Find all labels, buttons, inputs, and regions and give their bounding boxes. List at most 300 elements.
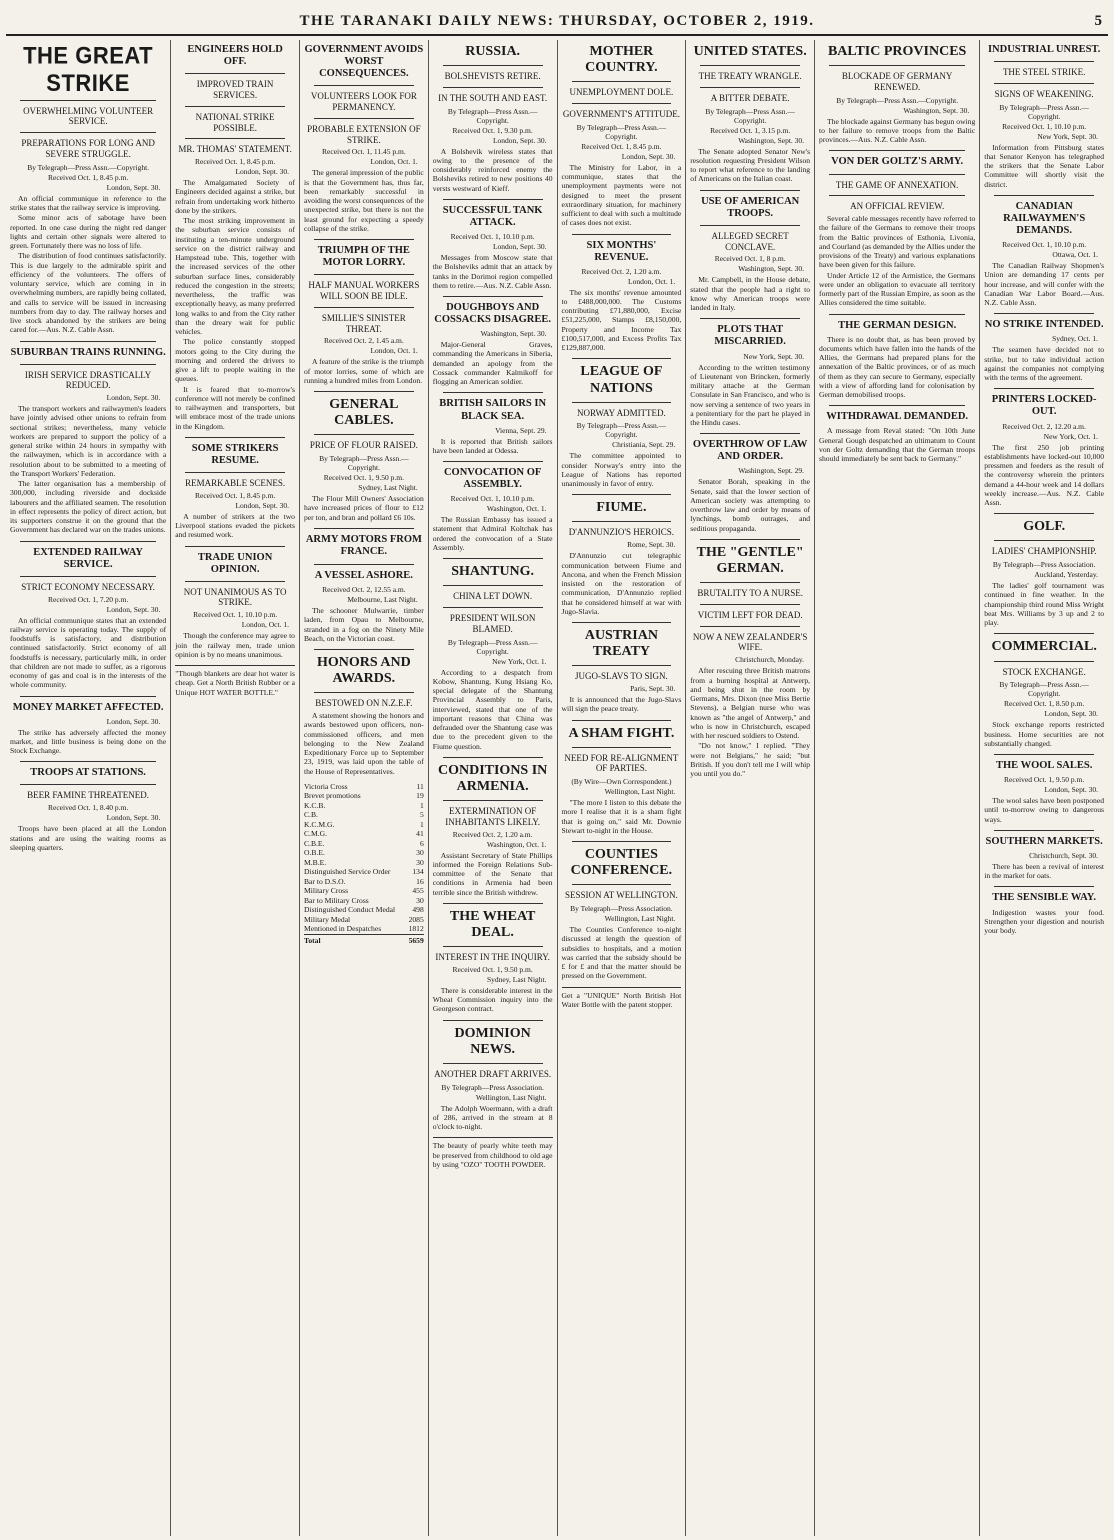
dateline: London, Sept. 30. [621, 151, 676, 161]
received-time: Received Oct. 2, 12.55 a.m. [322, 585, 406, 595]
wire-credit: By Telegraph—Press Assn.—Copyright. [705, 106, 795, 125]
dateline: Christchurch, Monday. [735, 655, 805, 665]
column-2 [171, 40, 300, 1536]
article-headline: SOUTHERN MARKETS. [985, 835, 1103, 847]
article-headline: DOMINION NEWS. [454, 1025, 531, 1057]
wire-credit: By Telegraph—Press Assn.—Copyright. [576, 421, 667, 440]
wire-credit: By Telegraph—Press Assn.—Copyright. [836, 95, 959, 105]
honour-name: Bar to Military Cross [303, 895, 369, 905]
honours-row [304, 886, 424, 895]
subhead-divider [185, 472, 285, 473]
article-paragraph: Senator Borah, speaking in the Senate, said that the lower section of American society was attempting to overthrow law and order by means of lynchings, bomb outrages, and seditious propaganda. [690, 477, 811, 533]
dateline: Sydney, Last Night. [358, 483, 418, 493]
received-time: Received Oct. 1, 11.45 p.m. [322, 147, 406, 157]
honour-count: 1 [419, 800, 424, 810]
honours-row [304, 915, 424, 924]
article-subheadline: A BITTER DEBATE. [710, 92, 790, 103]
subhead-divider [572, 103, 672, 104]
dateline: Wellington, Last Night. [604, 787, 676, 797]
honours-row [304, 829, 424, 838]
honours-row [304, 867, 424, 876]
article-headline: TRIUMPH OF THE MOTOR LORRY. [317, 245, 410, 269]
article-subheadline: BOLSHEVISTS RETIRE. [444, 71, 541, 82]
dateline: Sydney, Oct. 1. [1052, 334, 1099, 344]
wire-credit: By Telegraph—Press Assn.—Copyright. [576, 122, 667, 141]
honour-count: 498 [412, 905, 424, 915]
article-headline: GOVERNMENT AVOIDS WORST CONSEQUENCES. [304, 44, 424, 80]
received-time: Received Oct. 1, 8.45 p.m. [195, 490, 276, 500]
received-time: Received Oct. 2, 1.20 a.m. [581, 266, 662, 276]
article-subheadline: PRESIDENT WILSON BLAMED. [449, 613, 536, 634]
article [984, 633, 1104, 748]
article-headline: BALTIC PROVINCES [827, 44, 967, 59]
subhead-divider [994, 83, 1094, 84]
article-paragraph: After rescuing three British matrons from a burning hospital at Antwerp, and being shut in the room by Germans, Mrs. Dixon (nee Miss Bertie Stevens), a Belgian nurse who was known as "the angel of Antwerp," and who is now in Christchurch, escaped with her rescued soldiers to Ostend. [690, 666, 811, 741]
article-paragraph: A feature of the strike is the triumph of motor lorries, some of which are running a hundred miles from London. [303, 357, 424, 385]
subhead-divider [572, 747, 672, 748]
article-divider [443, 199, 543, 200]
honour-count: 455 [412, 886, 424, 896]
article-paragraph: There has been a revival of interest in the market for oats. [984, 861, 1105, 881]
article-headline: THE WOOL SALES. [995, 760, 1093, 772]
article [10, 341, 166, 535]
article [562, 720, 682, 836]
subhead-divider [443, 65, 543, 66]
honours-row [304, 782, 424, 791]
article-headline: A VESSEL ASHORE. [314, 570, 413, 582]
article [562, 44, 682, 228]
article-paragraph: It is reported that British sailors have been landed at Odessa. [432, 436, 553, 455]
received-time: Received Oct. 1, 8 p.m. [714, 254, 786, 264]
article [984, 388, 1104, 507]
dateline: Melbourne, Last Night. [347, 595, 418, 605]
article-divider [572, 841, 672, 842]
article-subheadline: PRICE OF FLOUR RAISED. [309, 440, 418, 451]
article-subheadline: EXTERMINATION OF INHABITANTS LIKELY. [445, 806, 540, 827]
article-headline: SUCCESSFUL TANK ATTACK. [442, 204, 543, 228]
article-paragraph: The Senate adopted Senator New's resolution requesting President Wilson to report what reference to the landing of Americans on the Italian coast. [690, 146, 811, 184]
dateline: Wellington, Last Night. [475, 1092, 547, 1102]
wire-credit: By Telegraph—Press Assn.—Copyright. [27, 162, 150, 172]
honour-name: Bar to D.S.O. [303, 876, 346, 886]
received-time: Received Oct. 1, 10.10 p.m. [450, 232, 535, 242]
article [433, 44, 553, 193]
dateline: London, Sept. 30. [106, 393, 161, 403]
article-subheadline: NOW A NEW ZEALANDER'S WIFE. [692, 631, 808, 653]
advertisement: "Though blankets are dear hot water is cheap. Get a North British Rubber or a Unique HOT WATER BOTTLE." [175, 665, 295, 697]
dateline: Wellington, Last Night. [604, 914, 676, 924]
article-paragraph: The ladies' golf tournament was continued in fine weather. In the championship third round Miss Wright beat Mrs. Williams by 3 up and 2 to play. [984, 581, 1105, 628]
subhead-divider [829, 195, 965, 196]
article-headline: ENGINEERS HOLD OFF. [187, 44, 283, 68]
article-paragraph: Mr. Campbell, in the House debate, stated that the people had a right to know why American troops were landed in Italy. [690, 275, 811, 313]
article-subheadline: IN THE SOUTH AND EAST. [438, 92, 548, 103]
article [175, 546, 295, 659]
dateline: London, Sept. 30. [492, 135, 547, 145]
dateline: London, Sept. 30. [492, 242, 547, 252]
dateline: Washington, Oct. 1. [486, 504, 547, 514]
article-paragraph: The Ministry for Labor, in a communique, states that the unemployment payments were not designed to meet the present extraordinary situation, for machinery sufficient to deal with such a multitude of cases does not exist. [561, 162, 682, 228]
column-4 [429, 40, 558, 1536]
article-subheadline: JUGO-SLAVS TO SIGN. [575, 671, 668, 682]
article-headline: HONORS AND AWARDS. [317, 655, 411, 687]
honour-count: 1812 [408, 924, 424, 934]
article-headline: CONDITIONS IN ARMENIA. [437, 762, 548, 795]
dateline: London, Sept. 30. [106, 604, 161, 614]
article-subheadline: NATIONAL STRIKE POSSIBLE. [195, 111, 275, 133]
article-headline: DOUGHBOYS AND COSSACKS DISAGREE. [434, 302, 551, 326]
received-time: Received Oct. 1, 10.10 p.m. [450, 494, 535, 504]
received-time: Received Oct. 1, 8.45 p.m. [581, 141, 662, 151]
article-divider [443, 461, 543, 462]
article-divider [443, 757, 543, 758]
article-divider [994, 313, 1094, 314]
article-paragraph: The Amalgamated Society of Engineers decided against a strike, but refrain from undertaking work hitherto done by the strikers. [175, 178, 295, 215]
honour-name: C.M.G. [303, 829, 327, 839]
article [433, 1020, 553, 1132]
article-subheadline: IRISH SERVICE DRASTICALLY REDUCED. [24, 369, 152, 391]
article-headline: LEAGUE OF NATIONS [580, 364, 663, 396]
dateline: Washington, Sept. 30. [738, 264, 805, 274]
article [304, 528, 424, 558]
article-paragraph: There is no doubt that, as has been proved by documents which have fallen into the hands of the Allies, the Germans had prepared plans for the annexation of the Baltic provinces, or of as much of them as they can secure to Germany, especially with a view of affording land for colonisation by German demobilised troops. [819, 334, 976, 400]
wire-credit: (By Wire—Own Correspondent.) [571, 777, 672, 787]
dateline: London, Sept. 30. [106, 813, 161, 823]
article-headline: RUSSIA. [465, 44, 521, 59]
article-subheadline: OVERWHELMING VOLUNTEER SERVICE. [23, 105, 154, 127]
article-paragraph: Several cable messages recently have referred to the failure of the Germans to remove their troops from the Baltic provinces of Esthonia, Livonia, and Courland (as demanded by the Allies under the provisions of the Treaty) and various explanations have been given for this failure. [819, 214, 976, 270]
subhead-divider [700, 604, 800, 605]
article-divider [994, 830, 1094, 831]
article-divider [994, 633, 1094, 634]
article-headline: SOME STRIKERS RESUME. [191, 442, 279, 466]
article-divider [994, 195, 1094, 196]
article-paragraph: A Bolshevik wireless states that owing to the presence of the considerably reinforced enemy the Bolsheviks retired to new positions 40 versts westward of Kieff. [432, 146, 553, 193]
honour-count: 30 [416, 848, 424, 858]
article-headline: TRADE UNION OPINION. [197, 551, 273, 575]
wire-credit: By Telegraph—Press Assn.—Copyright. [447, 637, 538, 656]
article [562, 494, 682, 616]
article-headline: THE GERMAN DESIGN. [838, 319, 957, 331]
dateline: New York, Oct. 1. [492, 656, 547, 666]
article [433, 296, 553, 386]
article-paragraph: An official communique states that an extended railway service is operating today. The supply of foodstuffs is satisfactory, and distribution continued satisfactorily. Strict economy of all foodstuffs is necessary, particularly milk, in order that children are not made to suffer, as a rigorous economy of gas and coal is in the interests of the whole community. [10, 615, 167, 690]
article-headline: VON DER GOLTZ'S ARMY. [831, 156, 964, 168]
dateline: Washington, Sept. 29. [738, 466, 805, 476]
honour-name: C.B. [303, 810, 318, 820]
honours-row [304, 896, 424, 905]
received-time: Received Oct. 1, 10.10 p.m. [193, 610, 278, 620]
article-divider [20, 696, 156, 697]
article-headline: WITHDRAWAL DEMANDED. [826, 411, 969, 423]
honours-row [304, 905, 424, 914]
article-subheadline: BLOCKADE OF GERMANY RENEWED. [841, 71, 953, 92]
article [984, 44, 1104, 189]
article-divider [994, 754, 1094, 755]
honours-row [304, 820, 424, 829]
honour-count: 134 [412, 867, 424, 877]
subhead-divider [572, 884, 672, 885]
article-paragraph: The six months' revenue amounted to £488,000,000. The Customs contributing £71,880,000, Excise £51,225,000, Stamps £8,150,000, Property and Income Tax £100,517,000, and Excess Profits Tax £129,887,000. [561, 287, 682, 353]
honour-count: 30 [416, 895, 424, 905]
article-subheadline: NOT UNANIMOUS AS TO STRIKE. [183, 586, 287, 608]
subhead-divider [572, 402, 672, 403]
subhead-divider [314, 118, 414, 119]
article-divider [443, 903, 543, 904]
column-8 [980, 40, 1108, 1536]
article-divider [829, 314, 965, 315]
honour-count: 19 [416, 791, 424, 801]
subhead-divider [443, 946, 543, 947]
article-paragraph: Some minor acts of sabotage have been reported. In one case during the night red danger lights and certain other signals were altered to green. Fortunately there was no loss of life. [10, 213, 167, 251]
dateline: London, Oct. 1. [370, 157, 418, 167]
subhead-divider [185, 581, 285, 582]
honours-total-row [304, 934, 424, 945]
article [433, 461, 553, 552]
dateline: Rome, Sept. 30. [627, 540, 676, 550]
article [690, 190, 810, 313]
article-subheadline: NEED FOR RE-ALIGNMENT OF PARTIES. [564, 752, 679, 774]
honours-row [304, 877, 424, 886]
article-divider [994, 886, 1094, 887]
article-headline: ARMY MOTORS FROM FRANCE. [305, 533, 422, 557]
article-headline: EXTENDED RAILWAY SERVICE. [33, 546, 144, 570]
article-headline: COUNTIES CONFERENCE. [570, 847, 673, 879]
subhead-divider [572, 81, 672, 82]
received-time: Received Oct. 2, 1.45 a.m. [323, 336, 404, 346]
article [984, 754, 1104, 824]
subhead-divider [443, 1063, 543, 1064]
article-paragraph: Indigestion wastes your food. Strengthen your digestion and nourish your body. [984, 907, 1105, 935]
article-paragraph: A number of strikers at the two Liverpool stations evaded the pickets and resumed work. [175, 511, 295, 540]
article-paragraph: Assistant Secretary of State Phillips informed the Foreign Relations Sub-committee of the Senate that conditions in Armenia had been terrible since the British withdrew. [432, 850, 553, 897]
article-subheadline: THE TREATY WRANGLE. [698, 71, 802, 82]
honours-row [304, 848, 424, 857]
article-divider [185, 437, 285, 438]
honours-total-label: Total [304, 934, 398, 945]
article-subheadline: BRUTALITY TO A NURSE. [697, 588, 803, 599]
article-paragraph: Information from Pittsburg states that Senator Kenyon has telegraphed the strikers that the Senate Labor Committee will shortly visit the district. [984, 142, 1105, 189]
article-paragraph: The general impression of the public is that the Government has, thus far, been remarkably successful in avoiding the worst consequences of the unexpected strike, but there is not the least ground for expecting a speedy collapse of the strike. [303, 168, 424, 233]
article-divider [314, 528, 414, 529]
column-1 [6, 40, 171, 1536]
article [819, 44, 975, 144]
article-divider [829, 150, 965, 151]
honour-name: Mentioned in Despatches [303, 924, 382, 934]
article-subheadline: STOCK EXCHANGE. [1002, 666, 1086, 677]
article [304, 44, 424, 233]
article-divider [20, 341, 156, 342]
subhead-divider [443, 607, 543, 608]
received-time: Received Oct. 1, 9.50 p.m. [323, 473, 404, 483]
received-time: Received Oct. 1, 9.30 p.m. [452, 125, 533, 135]
received-time: Received Oct. 1, 8.40 p.m. [48, 803, 129, 813]
honour-count: 2085 [408, 914, 424, 924]
honour-count: 11 [416, 781, 424, 791]
article-headline: PRINTERS LOCKED-OUT. [991, 394, 1097, 418]
subhead-divider [314, 434, 414, 435]
article [690, 539, 810, 778]
article-subheadline: THE GAME OF ANNEXATION. [835, 179, 959, 190]
article [984, 886, 1104, 935]
wire-credit: By Telegraph—Press Association. [570, 904, 673, 914]
dateline: London, Oct. 1. [241, 620, 289, 630]
dateline: New York, Sept. 30. [743, 351, 805, 361]
column-7 [815, 40, 980, 1536]
article [690, 44, 810, 184]
article-subheadline: ANOTHER DRAFT ARRIVES. [434, 1068, 552, 1079]
subhead-divider [314, 692, 414, 693]
article-paragraph: The latter organisation has a membership of 300,000, including riverside and dockside labourers and the affiliated seamen. The resolution in effect represents the policy of direct action, but its supporters construe it on the ground that the Government has declared war on the trades unions. [10, 479, 167, 535]
masthead-title: THE TARANAKI DAILY NEWS: THURSDAY, OCTOBER 2, 1919. [299, 13, 815, 29]
article [433, 757, 553, 897]
subhead-divider [572, 665, 672, 666]
honour-name: K.C.M.G. [303, 819, 335, 829]
article [175, 437, 295, 540]
received-time: Received Oct. 1, 8.45 p.m. [48, 172, 129, 182]
article-headline: THE WHEAT DEAL. [449, 908, 536, 941]
article-paragraph: The transport workers and railwaymen's leaders have jointly advised other unions to refrain from sectional strikes; nevertheless, many vehicle workers are prepared to support the policy of a general strike within 24 hours in sympathy with the railwaymen, which is in accordance with a resolution about to be submitted to a meeting of the Transport Workers' Federation. [10, 404, 167, 478]
honour-count: 5 [419, 810, 424, 820]
honours-row [304, 791, 424, 800]
article-divider [572, 720, 672, 721]
article-subheadline: VICTIM LEFT FOR DEAD. [697, 609, 803, 620]
dateline: London, Sept. 30. [1044, 709, 1099, 719]
wire-credit: By Telegraph—Press Assn.—Copyright. [319, 454, 409, 473]
article-divider [572, 234, 672, 235]
received-time: Received Oct. 1, 3.15 p.m. [710, 125, 791, 135]
article [984, 313, 1104, 382]
dateline: London, Sept. 30. [1044, 785, 1099, 795]
dateline: London, Sept. 30. [106, 716, 161, 726]
dateline: Washington, Sept. 30. [738, 135, 805, 145]
received-time: Received Oct. 1, 10.10 p.m. [1002, 240, 1087, 250]
article-subheadline: GOVERNMENT'S ATTITUDE. [562, 108, 680, 119]
article [819, 405, 975, 463]
subhead-divider [829, 65, 965, 66]
article-headline: TROOPS AT STATIONS. [30, 767, 146, 779]
subhead-divider [20, 364, 156, 365]
article-divider [700, 433, 800, 434]
subhead-divider [994, 661, 1094, 662]
dateline: London, Sept. 30. [235, 500, 289, 510]
article-paragraph: Stock exchange reports restricted business. Home securities are not substantially changed. [984, 720, 1105, 748]
article-divider [443, 392, 543, 393]
subhead-divider [994, 61, 1094, 62]
honour-count: 30 [416, 857, 424, 867]
article-headline: CONVOCATION OF ASSEMBLY. [443, 467, 542, 491]
article-divider [572, 494, 672, 495]
article-divider [443, 558, 543, 559]
article-divider [994, 513, 1094, 514]
dateline: New York, Oct. 1. [1043, 431, 1099, 441]
article-divider [185, 546, 285, 547]
article-divider [314, 564, 414, 565]
article-subheadline: UNEMPLOYMENT DOLE. [569, 87, 674, 98]
article [984, 830, 1104, 881]
article [304, 391, 424, 522]
article [562, 358, 682, 488]
subhead-divider [314, 274, 414, 275]
honour-name: Brevet promotions [303, 791, 361, 801]
subhead-divider [700, 582, 800, 583]
advertisement: Get a "UNIQUE" North British Hot Water Bottle with the patent stopper. [562, 987, 682, 1010]
subhead-divider [443, 87, 543, 88]
article-subheadline: IMPROVED TRAIN SERVICES. [196, 79, 274, 100]
article-paragraph: The seamen have decided not to strike, but to take individual action against the companies not complying with the terms of the agreement. [984, 345, 1105, 383]
article-subheadline: PROBABLE EXTENSION OF STRIKE. [307, 123, 421, 145]
article-divider [700, 539, 800, 540]
article-headline: UNITED STATES. [693, 44, 807, 59]
received-time: Received Oct. 1, 9.50 p.m. [1004, 775, 1085, 785]
column-3 [300, 40, 429, 1536]
article-subheadline: BESTOWED ON N.Z.E.F. [315, 698, 413, 709]
honours-table [304, 782, 424, 945]
article-subheadline: THE STEEL STRIKE. [1002, 67, 1086, 78]
article-headline: SUBURBAN TRAINS RUNNING. [10, 346, 166, 358]
dateline: Christchurch, Sept. 30. [1029, 850, 1099, 860]
honour-count: 16 [416, 876, 424, 886]
article-subheadline: AN OFFICIAL REVIEW. [850, 201, 945, 212]
article [10, 761, 166, 852]
article [304, 239, 424, 385]
article-paragraph: According to the written testimony of Lieutenant von Brincken, formerly military attache at the German Consulate in San Francisco, and who is now serving a sentence of two years in a penitentiary for the part he played in the Hindu cases. [690, 362, 811, 428]
subhead-divider [20, 576, 156, 577]
article-divider [572, 622, 672, 623]
subhead-divider [185, 73, 285, 74]
subhead-divider [700, 65, 800, 66]
article-paragraph: The police constantly stopped motors going to the City during the morning and ordered the drivers to give a lift to people waiting in the queues. [175, 337, 295, 384]
received-time: Received Oct. 2, 1.20 a.m. [452, 829, 533, 839]
column-6 [686, 40, 815, 1536]
subhead-divider [443, 800, 543, 801]
article-subheadline: INTEREST IN THE INQUIRY. [435, 952, 550, 963]
article-headline: GOLF. [1023, 519, 1066, 535]
article-paragraph: A statement showing the honors and awards bestowed upon officers, non-commissioned officers, and men belonging to the New Zealand Expeditionary Force up to September 23, 1919, was laid upon the table of the House of Representatives. [303, 711, 424, 776]
article-subheadline: NORWAY ADMITTED. [576, 407, 666, 418]
article-paragraph: The schooner Mulwarrie, timber laden, from Opau to Melbourne, stranded in a fog on the Ninety Mile Beach, on the Victorian coast. [303, 606, 424, 643]
article-paragraph: There is considerable interest in the Wheat Commission inquiry into the Georgeson contract. [432, 985, 553, 1014]
subhead-divider [20, 100, 156, 101]
subhead-divider [20, 132, 156, 133]
honour-count: 1 [419, 819, 424, 829]
article-paragraph: Major-General Graves, commanding the Americans in Siberia, demanded an apology from the Cossack commander Kalmikoff for flogging an American soldier. [432, 340, 553, 387]
received-time: Received Oct. 1, 9.50 p.m. [452, 964, 533, 974]
received-time: Received Oct. 1, 7.20 p.m. [48, 594, 129, 604]
subhead-divider [314, 85, 414, 86]
columns [6, 40, 1108, 1536]
article-paragraph: The Counties Conference to-night discussed at length the question of subsidies to hospitals, and a motion was carried that the subsidy should be £ for £ and that the matter should be pressed on the Government. [561, 925, 682, 981]
subhead-divider [994, 540, 1094, 541]
honour-name: M.B.E. [303, 857, 327, 867]
dateline: Paris, Sept. 30. [630, 684, 676, 694]
dateline: Vienna, Sept. 29. [495, 425, 547, 435]
article [10, 696, 166, 756]
honours-total-value: 5659 [398, 934, 424, 945]
dateline: Sydney, Last Night. [487, 974, 547, 984]
article-subheadline: REMARKABLE SCENES. [185, 477, 286, 488]
subhead-divider [185, 106, 285, 107]
article-subheadline: STRICT ECONOMY NECESSARY. [21, 581, 155, 592]
article [433, 558, 553, 751]
article-divider [20, 761, 156, 762]
received-time: Received Oct. 1, 8.50 p.m. [1004, 699, 1085, 709]
article-divider [314, 239, 414, 240]
article [304, 649, 424, 776]
article-paragraph: Messages from Moscow state that the Bolsheviks admit that an attack by tanks in the Dorimoi region compelled them to retire.—Aus. N.Z. Cable Assn. [432, 253, 553, 290]
article-paragraph: The blockade against Germany has begun owing to her failure to remove troops from the Baltic provinces.—Aus. N.Z. Cable Assn. [819, 116, 976, 145]
article-headline: BRITISH SAILORS IN BLACK SEA. [439, 398, 547, 422]
